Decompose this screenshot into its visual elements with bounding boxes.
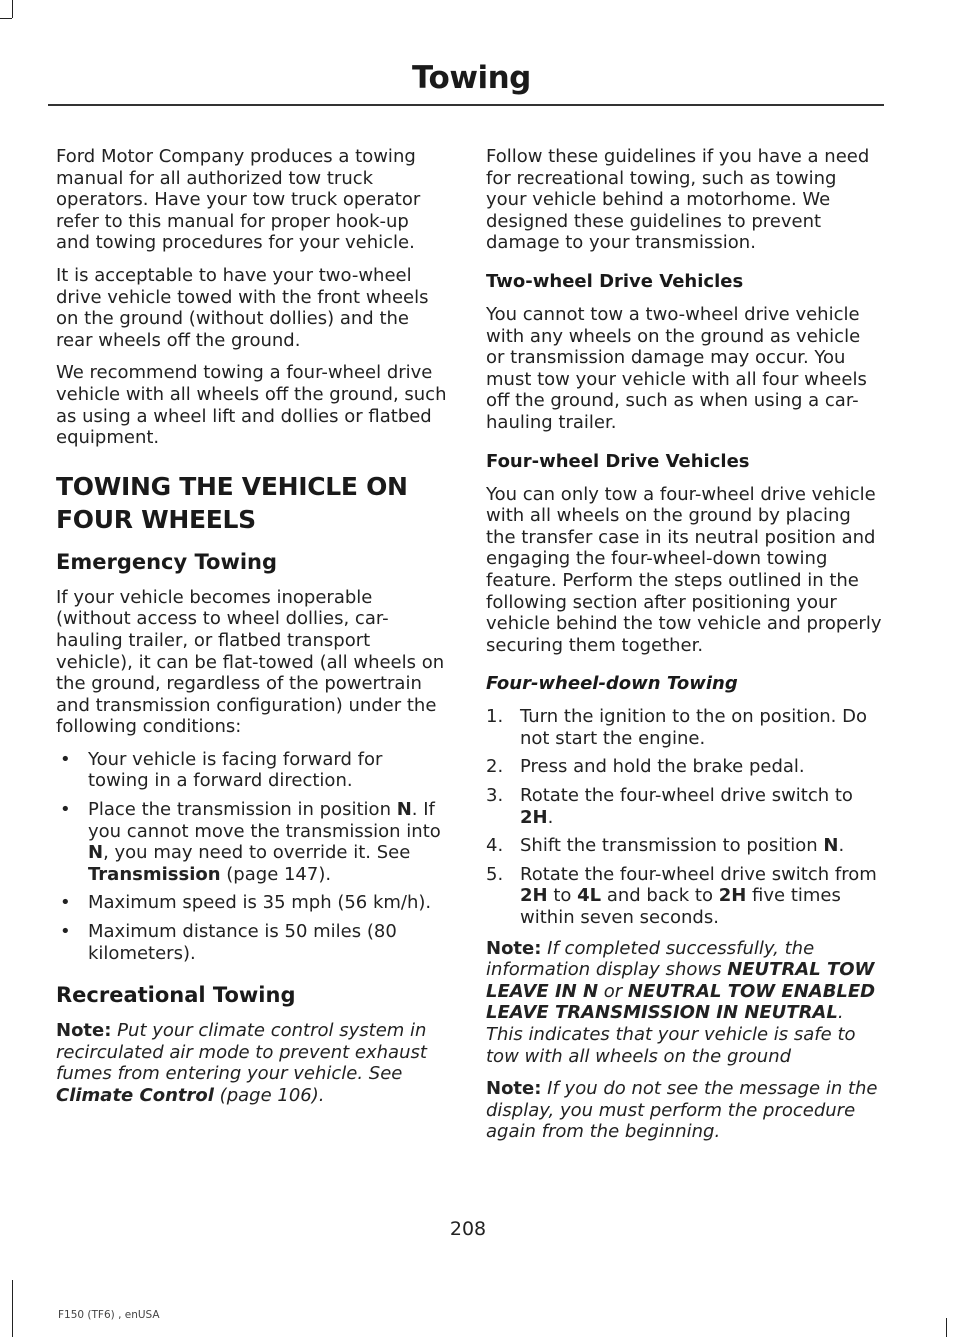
bullet-icon: • [60, 892, 71, 914]
list-item-text: Place the transmission in position [88, 799, 397, 821]
switch-position: 2H [520, 806, 548, 828]
note [56, 1020, 448, 1106]
conditions-list [56, 749, 448, 964]
step-number: 5. [486, 863, 504, 885]
paragraph: We recommend towing a four-wheel drive vehicle with all wheels off the ground, such as using a wheel lift and dollies or flatbed equipment. [56, 362, 447, 449]
list-item [56, 892, 448, 914]
subsection-heading: Recreational Towing [56, 983, 296, 1008]
gear-position: N [396, 799, 412, 821]
list-item-text: five times within seven seconds. [520, 885, 841, 929]
section-heading [56, 471, 448, 535]
crop-mark [0, 18, 12, 19]
list-item-text: . [547, 806, 554, 828]
note-label: Note: [486, 937, 542, 959]
list-item [56, 799, 448, 885]
list-item [486, 835, 882, 857]
list-item-text: Rotate the four-wheel drive switch from [520, 863, 877, 885]
switch-position: 2H [718, 885, 747, 907]
display-message: NEUTRAL TOW LEAVE IN N [486, 959, 875, 1002]
header-divider [48, 104, 884, 106]
paragraph: You cannot tow a two-wheel drive vehicle with any wheels on the ground as vehicle or transmission damage may occur. You must tow your vehicle with all four wheels off the ground, such as when using a car-hauling trailer. [486, 303, 867, 433]
note [486, 1078, 882, 1143]
note-label: Note: [486, 1078, 542, 1100]
list-item-text: Press and hold the brake pedal. [520, 756, 805, 778]
page-number: 208 [449, 1218, 487, 1240]
list-item [486, 756, 882, 778]
note-text: . This indicates that your vehicle is safe to tow with all wheels on the ground [486, 1002, 856, 1067]
section-heading-line: FOUR WHEELS [56, 504, 256, 534]
paragraph: Ford Motor Company produces a towing manual for all authorized tow truck operators. Have your tow truck operator refer to this manual for proper hook-up and towing procedures for your vehicle. [56, 146, 421, 254]
crop-mark [12, 0, 13, 18]
page-reference: (page 147). [220, 863, 332, 885]
display-message: NEUTRAL TOW ENABLED LEAVE TRANSMISSION IN NEUTRAL [486, 980, 876, 1024]
list-item [486, 785, 882, 828]
document-code: F150 (TF6) , enUSA [58, 1309, 160, 1321]
subsection-heading: Four-wheel-down Towing [486, 673, 738, 695]
note-text: If you do not see the message in the display, you must perform the procedure again from the beginning. [486, 1078, 878, 1143]
list-item-text: . If you cannot move the transmission into [88, 799, 441, 842]
gear-position: N [88, 842, 104, 864]
list-item-text: . [838, 835, 845, 857]
crop-mark [946, 1318, 947, 1337]
page-title: Towing [412, 60, 531, 96]
crop-mark [12, 1280, 13, 1337]
list-item-text: to [547, 885, 578, 907]
right-column [486, 146, 882, 1154]
list-item-text: Rotate the four-wheel drive switch to [520, 785, 853, 807]
note-text: Put your climate control system in recirculated air mode to prevent exhaust fumes from entering your vehicle. See [56, 1020, 427, 1085]
step-number: 4. [486, 835, 504, 857]
note-text: If completed successfully, the information display shows [486, 937, 815, 981]
bullet-icon: • [60, 799, 71, 821]
subsection-heading: Four-wheel Drive Vehicles [486, 450, 750, 472]
paragraph: It is acceptable to have your two-wheel drive vehicle towed with the front wheels on the ground (without dollies) and the rear wheels off the ground. [56, 264, 429, 351]
switch-position: 4L [577, 885, 602, 907]
list-item-text: , you may need to override it. See [103, 842, 411, 864]
note [486, 938, 882, 1068]
list-item-text: Your vehicle is facing forward for towing in a forward direction. [88, 748, 383, 792]
paragraph: Follow these guidelines if you have a need for recreational towing, such as towing your vehicle behind a motorhome. We designed these guidelines to prevent damage to your transmission. [486, 146, 870, 254]
list-item-text: Maximum distance is 50 miles (80 kilometers). [88, 921, 397, 964]
subsection-heading: Two-wheel Drive Vehicles [486, 270, 744, 292]
list-item [486, 706, 882, 749]
cross-reference-link[interactable]: Transmission [88, 863, 221, 885]
page-reference: (page 106). [213, 1085, 325, 1106]
list-item [486, 864, 882, 929]
cross-reference-link[interactable]: Climate Control [56, 1085, 214, 1106]
step-number: 3. [486, 785, 504, 807]
switch-position: 2H [520, 885, 548, 907]
gear-position: N [823, 835, 839, 857]
list-item-text: Shift the transmission to position [520, 835, 824, 857]
list-item-text: Maximum speed is 35 mph (56 km/h). [88, 892, 432, 914]
left-column [56, 146, 448, 1118]
paragraph: You can only tow a four-wheel drive vehicle with all wheels on the ground by placing the transfer case in its neutral position and engaging the four-wheel-down towing feature. Perform the steps outlined in the following section after positioning your vehicle behind the tow vehicle and properly securing them together. [486, 483, 882, 656]
list-item-text: Turn the ignition to the on position. Do not start the engine. [520, 706, 867, 749]
step-number: 1. [486, 706, 504, 728]
list-item [56, 921, 448, 964]
list-item [56, 749, 448, 792]
step-number: 2. [486, 756, 504, 778]
bullet-icon: • [60, 748, 71, 770]
list-item-text: and back to [601, 885, 719, 907]
note-label: Note: [56, 1020, 112, 1042]
note-text: or [598, 980, 628, 1002]
steps-list [486, 706, 882, 928]
paragraph: If your vehicle becomes inoperable (without access to wheel dollies, car-hauling trailer, or flatbed transport vehicle), it can be flat-towed (all wheels on the ground, regardless of the powertrain and transmission configuration) under the following conditions: [56, 586, 445, 738]
bullet-icon: • [60, 921, 71, 943]
section-heading-line: TOWING THE VEHICLE ON [56, 471, 408, 501]
subsection-heading: Emergency Towing [56, 549, 278, 574]
